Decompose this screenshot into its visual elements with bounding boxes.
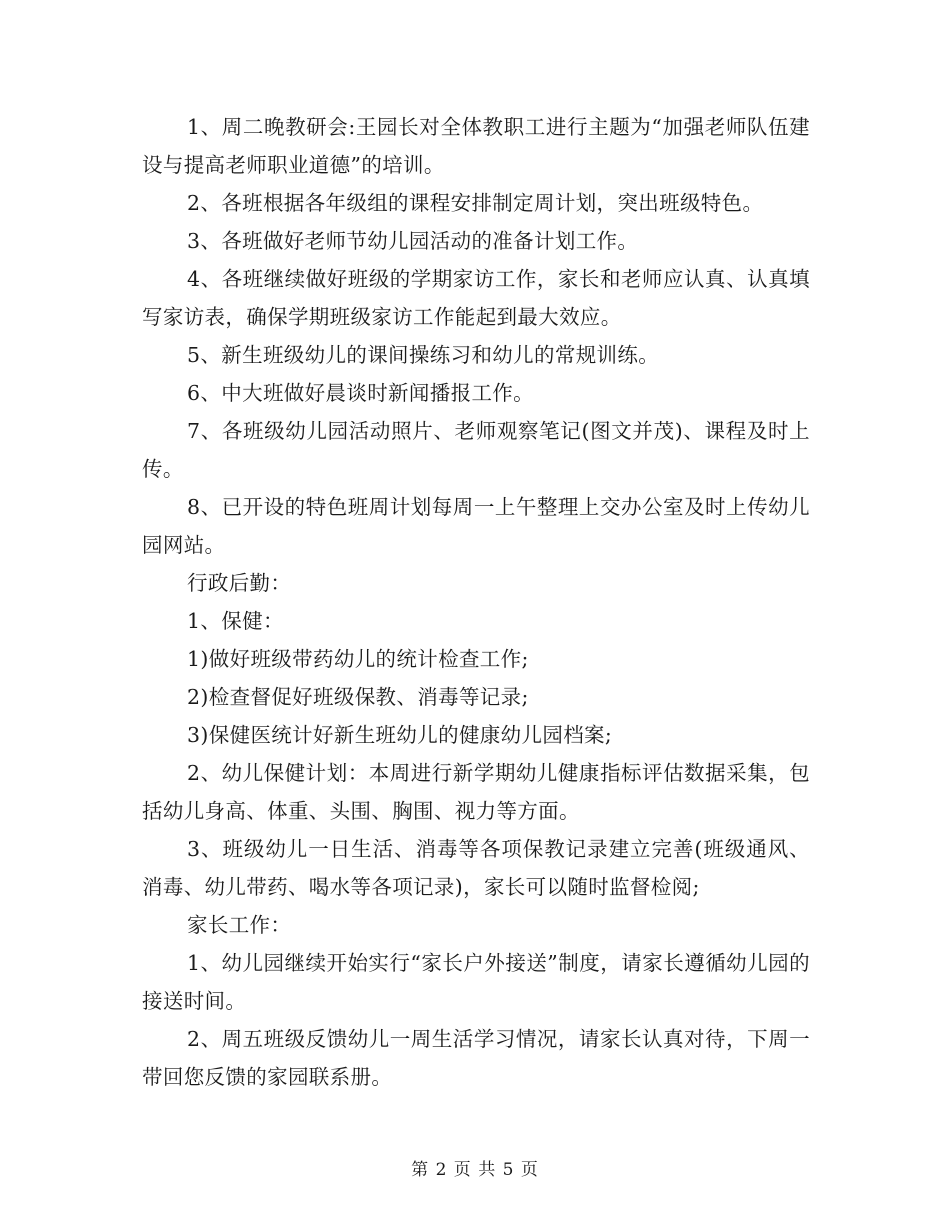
section-heading-parents: 家长工作： <box>187 913 292 937</box>
paragraph-7: 7、各班级幼儿园活动照片、老师观察笔记(图文并茂)、课程及时上传。 <box>142 419 810 481</box>
paragraph-6: 6、中大班做好晨谈时新闻播报工作。 <box>187 381 534 405</box>
paragraph-3: 3、各班做好老师节幼儿园活动的准备计划工作。 <box>187 229 639 253</box>
paragraph-records: 3、班级幼儿一日生活、消毒等各项保教记录建立完善(班级通风、消毒、幼儿带药、喝水等各项记录)，家长可以随时监督检阅; <box>142 837 810 899</box>
paragraph-parents-1: 1、幼儿园继续开始实行“家长户外接送”制度，请家长遵循幼儿园的接送时间。 <box>142 951 810 1013</box>
paragraph-8: 8、已开设的特色班周计划每周一上午整理上交办公室及时上传幼儿园网站。 <box>142 495 810 557</box>
paragraph-1: 1、周二晚教研会:王园长对全体教职工进行主题为“加强老师队伍建设与提高老师职业道德”的培训。 <box>142 115 810 177</box>
section-heading-admin: 行政后勤： <box>187 571 292 595</box>
paragraph-health-1: 1)做好班级带药幼儿的统计检查工作; <box>187 647 529 671</box>
paragraph-health-plan: 2、幼儿保健计划：本周进行新学期幼儿健康指标评估数据采集，包括幼儿身高、体重、头围、胸围、视力等方面。 <box>142 761 810 823</box>
paragraph-parents-2: 2、周五班级反馈幼儿一周生活学习情况，请家长认真对待，下周一带回您反馈的家园联系册。 <box>142 1027 810 1089</box>
paragraph-4: 4、各班继续做好班级的学期家访工作，家长和老师应认真、认真填写家访表，确保学期班级家访工作能起到最大效应。 <box>142 267 810 329</box>
paragraph-5: 5、新生班级幼儿的课间操练习和幼儿的常规训练。 <box>187 343 660 367</box>
paragraph-health-3: 3)保健医统计好新生班幼儿的健康幼儿园档案; <box>187 723 613 747</box>
document-body <box>142 108 810 1096</box>
paragraph-health-2: 2)检查督促好班级保教、消毒等记录; <box>187 685 529 709</box>
page-number-footer: 第 2 页 共 5 页 <box>411 1160 539 1180</box>
paragraph-2: 2、各班根据各年级组的课程安排制定周计划，突出班级特色。 <box>187 191 764 215</box>
paragraph-health: 1、保健： <box>187 609 284 633</box>
